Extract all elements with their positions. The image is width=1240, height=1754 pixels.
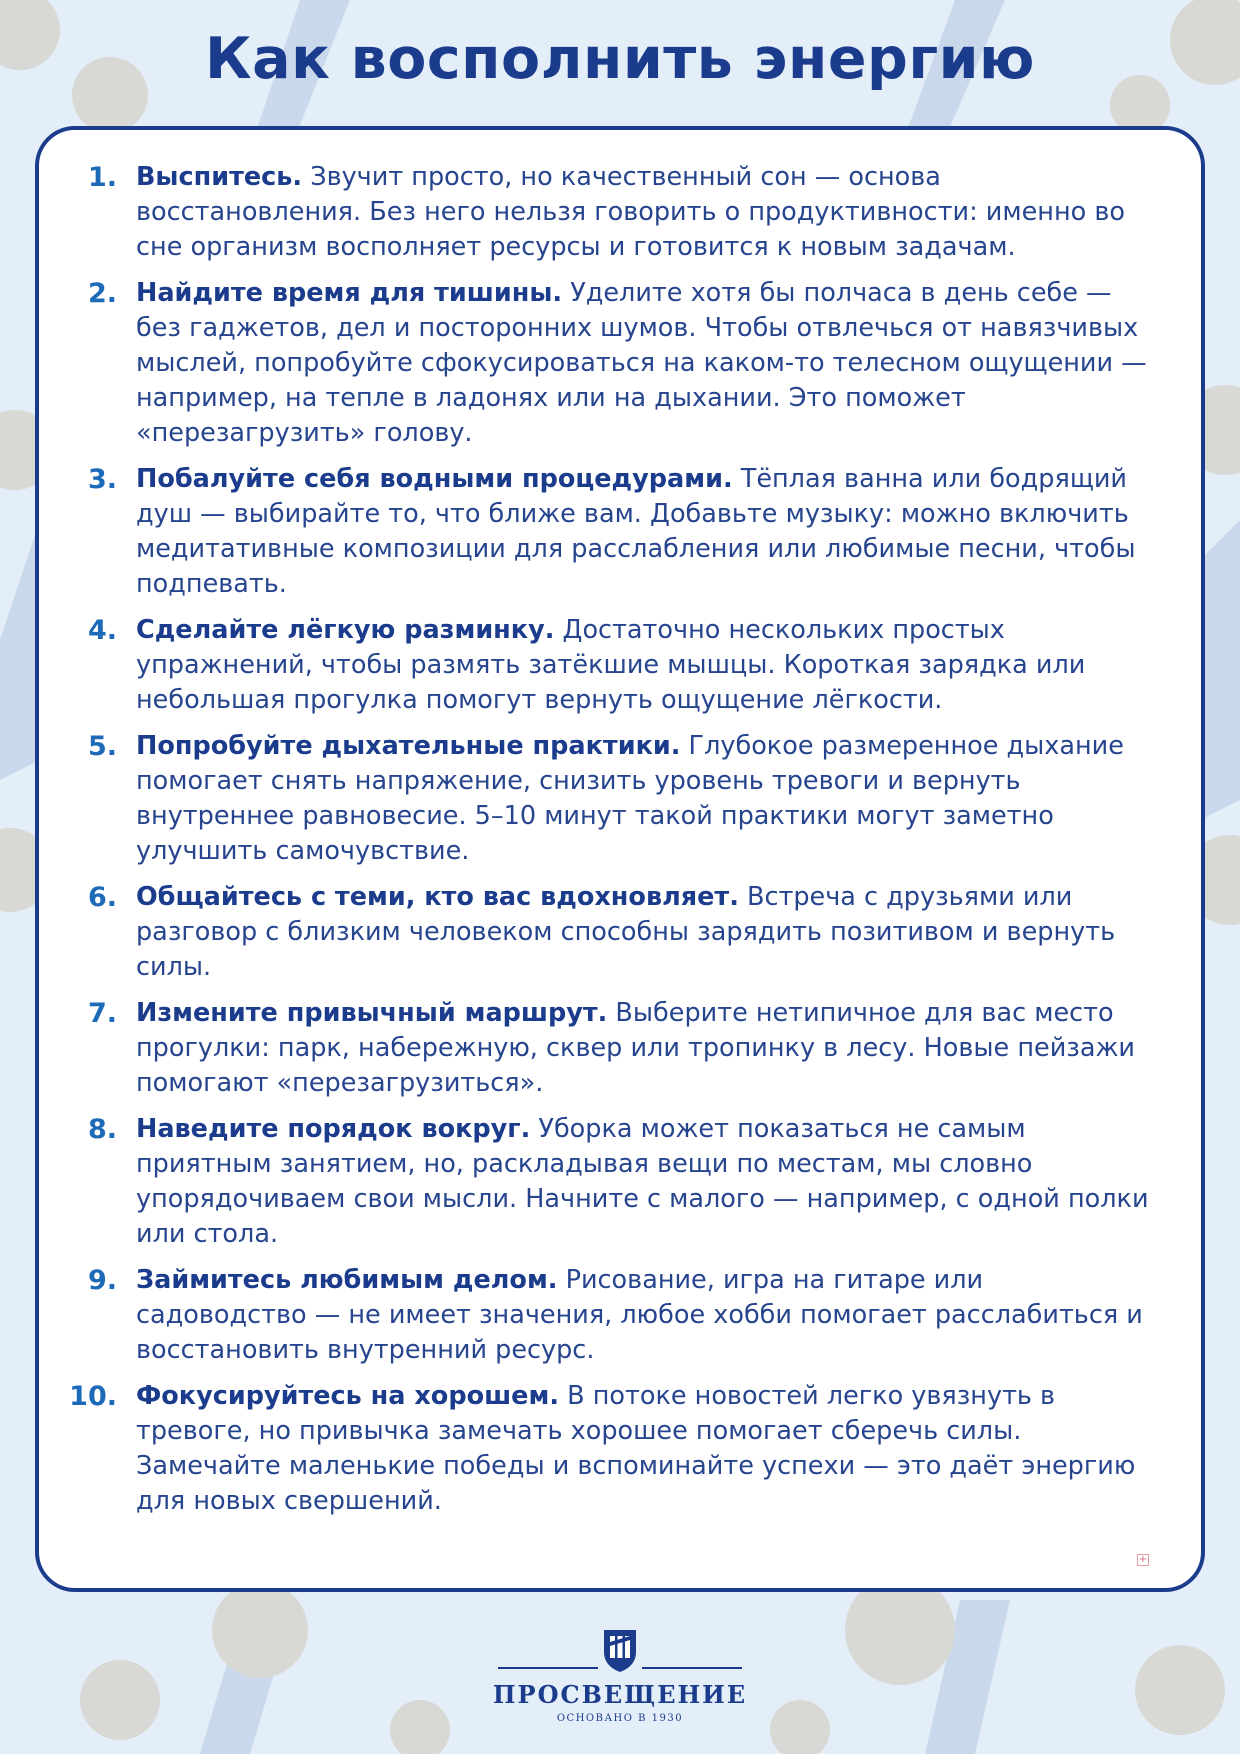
tip-text (136, 613, 1151, 718)
tip-body: В потоке новостей легко увязнуть в тревоге, но привычка замечать хорошее помогает сберечь силы. Замечайте маленькие победы и вспоминайте успехи — это даёт энергию для новых свершений. (136, 1381, 1136, 1516)
tip-item (39, 880, 1201, 985)
logo-rule-left (498, 1667, 598, 1669)
tip-number: 6. (87, 882, 117, 913)
tip-text (136, 1379, 1151, 1519)
lightning-stripe-decoration (1200, 520, 1240, 820)
lightning-stripe-decoration (0, 520, 40, 780)
small-plus-box-icon: + (1138, 1554, 1148, 1565)
shield-logo-icon (602, 1628, 638, 1674)
tip-item (39, 1263, 1201, 1368)
tip-item (39, 729, 1201, 869)
tip-text (136, 880, 1151, 985)
tip-heading: Найдите время для тишины. (136, 278, 563, 308)
tip-body: Уделите хотя бы полчаса в день себе — без гаджетов, дел и посторонних шумов. Чтобы отвлечься от навязчивых мыслей, попробуйте сфокусироваться на каком-то телесном ощущении — например, на тепле в ладонях или на дыхании. Это поможет «перезагрузить» голову. (136, 278, 1147, 448)
tip-heading: Наведите порядок вокруг. (136, 1114, 531, 1144)
tip-number: 5. (87, 731, 117, 762)
tip-number: 3. (87, 464, 117, 495)
tips-list (39, 160, 1201, 1530)
tip-heading: Побалуйте себя водными процедурами. (136, 464, 733, 494)
sun-decoration (770, 1700, 830, 1754)
tip-heading: Займитесь любимым делом. (136, 1265, 558, 1295)
logo-tagline: ОСНОВАНО В 1930 (556, 1713, 684, 1724)
sun-decoration (80, 1660, 160, 1740)
tip-number: 7. (87, 998, 117, 1029)
tip-body: Достаточно нескольких простых упражнений, чтобы размять затёкшие мышцы. Короткая зарядка или небольшая прогулка помогут вернуть ощущение лёгкости. (136, 615, 1086, 715)
tip-text (136, 1112, 1151, 1252)
tip-number: 8. (87, 1114, 117, 1145)
tip-body: Уборка может показаться не самым приятным занятием, но, раскладывая вещи по местам, мы словно упорядочиваем свои мысли. Начните с малого — например, с одной полки или стола. (136, 1114, 1149, 1249)
tip-item (39, 996, 1201, 1101)
tip-item (39, 1112, 1201, 1252)
tip-number: 9. (87, 1265, 117, 1296)
tip-number: 2. (87, 278, 117, 309)
tip-item (39, 160, 1201, 265)
tip-body: Тёплая ванна или бодрящий душ — выбирайте то, что ближе вам. Добавьте музыку: можно включить медитативные композиции для расслабления или любимые песни, чтобы подпевать. (136, 464, 1136, 599)
tip-text (136, 1263, 1151, 1368)
page-title: Как восполнить энергию (205, 26, 1035, 92)
tip-item (39, 613, 1201, 718)
tips-card (35, 126, 1205, 1592)
tip-text (136, 160, 1151, 265)
tip-heading: Выспитесь. (136, 162, 303, 192)
tip-number: 10. (69, 1381, 117, 1412)
tip-text (136, 462, 1151, 602)
tip-text (136, 276, 1151, 451)
logo-rule-right (642, 1667, 742, 1669)
tip-item (39, 1379, 1201, 1519)
tip-text (136, 996, 1151, 1101)
tip-heading: Сделайте лёгкую разминку. (136, 615, 555, 645)
sun-decoration (1135, 1645, 1225, 1735)
tip-heading: Попробуйте дыхательные практики. (136, 731, 681, 761)
tip-item (39, 462, 1201, 602)
sun-decoration (390, 1700, 450, 1754)
tip-heading: Общайтесь с теми, кто вас вдохновляет. (136, 882, 739, 912)
tip-heading: Фокусируйтесь на хорошем. (136, 1381, 560, 1411)
tip-body: Рисование, игра на гитаре или садоводство — не имеет значения, любое хобби помогает расслабиться и восстановить внутренний ресурс. (136, 1265, 1143, 1365)
tip-number: 1. (87, 162, 117, 193)
tip-text (136, 729, 1151, 869)
publisher-logo (470, 1628, 770, 1728)
logo-brand-name: ПРОСВЕЩЕНИЕ (492, 1680, 748, 1709)
tip-body: Встреча с друзьями или разговор с близким человеком способны зарядить позитивом и вернуть силы. (136, 882, 1116, 982)
tip-heading: Измените привычный маршрут. (136, 998, 608, 1028)
tip-body: Выберите нетипичное для вас место прогулки: парк, набережную, сквер или тропинку в лесу. Новые пейзажи помогают «перезагрузиться». (136, 998, 1135, 1098)
tip-number: 4. (87, 615, 117, 646)
tip-item (39, 276, 1201, 451)
sun-decoration (212, 1582, 308, 1678)
tip-body: Звучит просто, но качественный сон — основа восстановления. Без него нельзя говорить о продуктивности: именно во сне организм восполняет ресурсы и готовится к новым задачам. (136, 162, 1125, 262)
tip-body: Глубокое размеренное дыхание помогает снять напряжение, снизить уровень тревоги и вернуть внутреннее равновесие. 5–10 минут такой практики могут заметно улучшить самочувствие. (136, 731, 1124, 866)
